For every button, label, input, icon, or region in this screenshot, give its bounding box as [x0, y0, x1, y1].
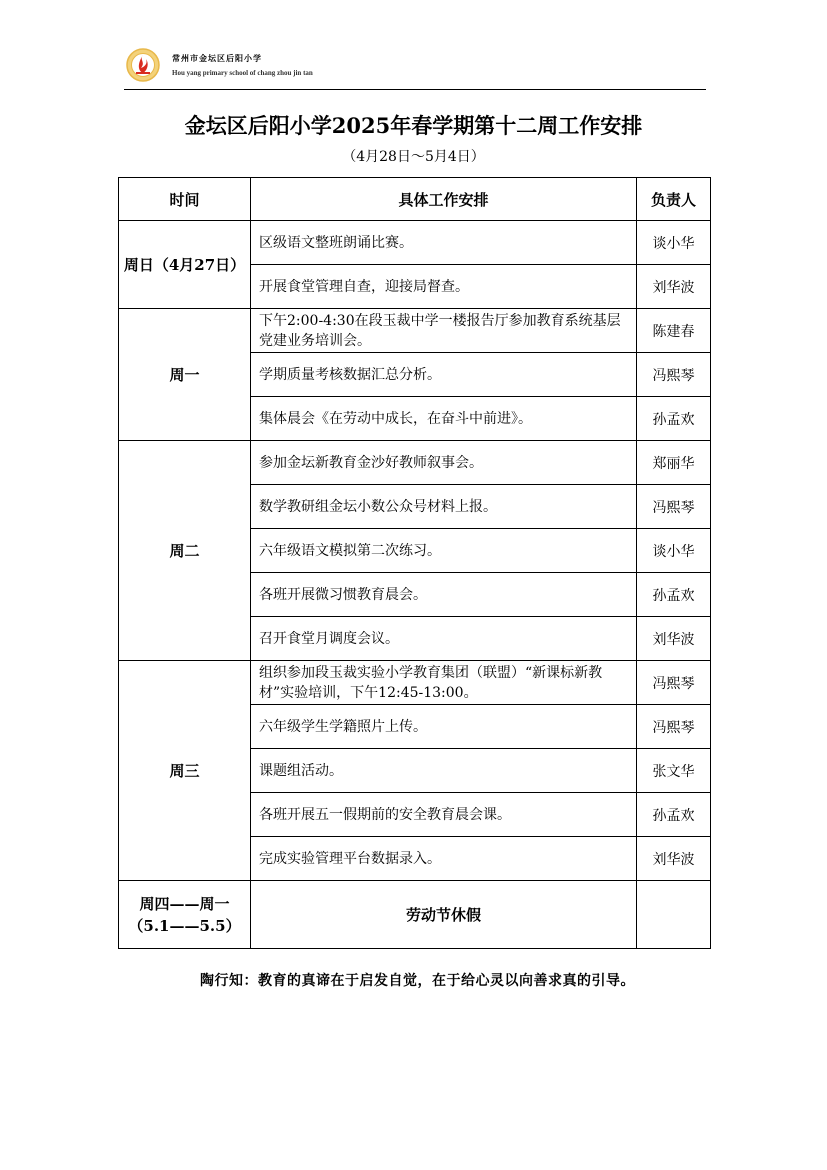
task-text: 六年级语文模拟第二次练习。	[251, 529, 637, 573]
owner-name: 孙孟欢	[637, 573, 711, 617]
column-header-time: 时间	[119, 178, 251, 221]
task-text: 各班开展微习惯教育晨会。	[251, 573, 637, 617]
school-name-cn: 常州市金坛区后阳小学	[172, 53, 262, 63]
day-label-holiday: 周四——周一（5.1——5.5）	[119, 881, 251, 949]
table-row	[119, 221, 711, 265]
task-text: 各班开展五一假期前的安全教育晨会课。	[251, 793, 637, 837]
date-range-subtitle: （4月28日～5月4日）	[342, 149, 485, 165]
task-text: 学期质量考核数据汇总分析。	[251, 353, 637, 397]
owner-name: 冯熙琴	[637, 485, 711, 529]
owner-name: 刘华波	[637, 617, 711, 661]
owner-name: 冯熙琴	[637, 353, 711, 397]
owner-name: 刘华波	[637, 265, 711, 309]
task-text: 组织参加段玉裁实验小学教育集团（联盟）“新课标新教材”实验培训，下午12:45-13:00。	[251, 661, 637, 705]
task-text: 数学教研组金坛小数公众号材料上报。	[251, 485, 637, 529]
task-text: 下午2:00-4:30在段玉裁中学一楼报告厅参加教育系统基层党建业务培训会。	[251, 309, 637, 353]
task-text: 集体晨会《在劳动中成长，在奋斗中前进》。	[251, 397, 637, 441]
table-row	[119, 661, 711, 705]
owner-name: 孙孟欢	[637, 793, 711, 837]
day-label-tuesday: 周二	[119, 441, 251, 661]
table-row-holiday	[119, 881, 711, 949]
column-header-tasks: 具体工作安排	[251, 178, 637, 221]
page-title: 金坛区后阳小学2025年春学期第十二周工作安排	[184, 113, 643, 138]
owner-name: 郑丽华	[637, 441, 711, 485]
holiday-text: 劳动节休假	[251, 881, 637, 949]
task-text: 课题组活动。	[251, 749, 637, 793]
owner-name	[637, 881, 711, 949]
owner-name: 张文华	[637, 749, 711, 793]
school-name-en: Hou yang primary school of chang zhou jin tan	[172, 69, 313, 77]
day-label-wednesday: 周三	[119, 661, 251, 881]
day-label-sunday: 周日（4月27日）	[119, 221, 251, 309]
table-row	[119, 309, 711, 353]
table-row	[119, 441, 711, 485]
schedule-table	[118, 177, 711, 949]
task-text: 参加金坛新教育金沙好教师叙事会。	[251, 441, 637, 485]
page-header	[124, 44, 706, 90]
owner-name: 谈小华	[637, 221, 711, 265]
owner-name: 谈小华	[637, 529, 711, 573]
owner-name: 冯熙琴	[637, 661, 711, 705]
day-label-monday: 周一	[119, 309, 251, 441]
school-logo-seal	[126, 48, 160, 82]
task-text: 区级语文整班朗诵比赛。	[251, 221, 637, 265]
header-divider	[124, 89, 706, 90]
task-text: 召开食堂月调度会议。	[251, 617, 637, 661]
table-header-row	[119, 178, 711, 221]
owner-name: 刘华波	[637, 837, 711, 881]
owner-name: 孙孟欢	[637, 397, 711, 441]
task-text: 开展食堂管理自查，迎接局督查。	[251, 265, 637, 309]
footer-quote: 陶行知：教育的真谛在于启发自觉，在于给心灵以向善求真的引导。	[200, 973, 635, 989]
task-text: 完成实验管理平台数据录入。	[251, 837, 637, 881]
column-header-owner: 负责人	[637, 178, 711, 221]
task-text: 六年级学生学籍照片上传。	[251, 705, 637, 749]
owner-name: 冯熙琴	[637, 705, 711, 749]
owner-name: 陈建春	[637, 309, 711, 353]
